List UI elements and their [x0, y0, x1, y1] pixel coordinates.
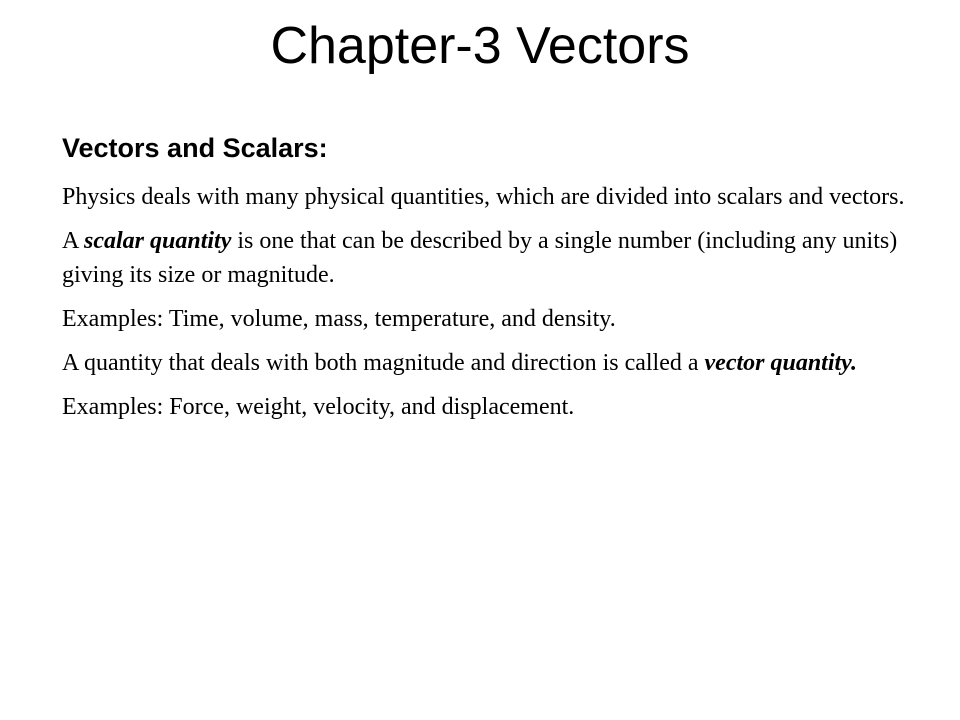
- vector-examples-text: Examples: Force, weight, velocity, and displacement.: [62, 394, 575, 420]
- paragraph-scalar-definition: [62, 224, 912, 292]
- scalar-examples-text: Examples: Time, volume, mass, temperature, and density.: [62, 306, 616, 332]
- slide-content: [62, 132, 912, 434]
- paragraph-vector-definition: [62, 346, 912, 380]
- vector-quantity-term: vector quantity.: [704, 350, 857, 376]
- paragraph-intro-text: Physics deals with many physical quantities, which are divided into scalars and vectors.: [62, 184, 905, 210]
- vector-definition-pre: A quantity that deals with both magnitude and direction is called a: [62, 350, 705, 376]
- paragraph-intro: [62, 180, 912, 214]
- scalar-quantity-term: scalar quantity: [84, 228, 232, 254]
- paragraph-scalar-examples: [62, 302, 912, 336]
- paragraph-vector-examples: [62, 390, 912, 424]
- scalar-definition-post: is one that can be described by a single number (including any units) giving its size or magnitude.: [62, 228, 898, 288]
- slide-title: Chapter-3 Vectors: [270, 17, 690, 75]
- section-heading: Vectors and Scalars:: [62, 133, 328, 163]
- scalar-definition-pre: A: [62, 228, 85, 254]
